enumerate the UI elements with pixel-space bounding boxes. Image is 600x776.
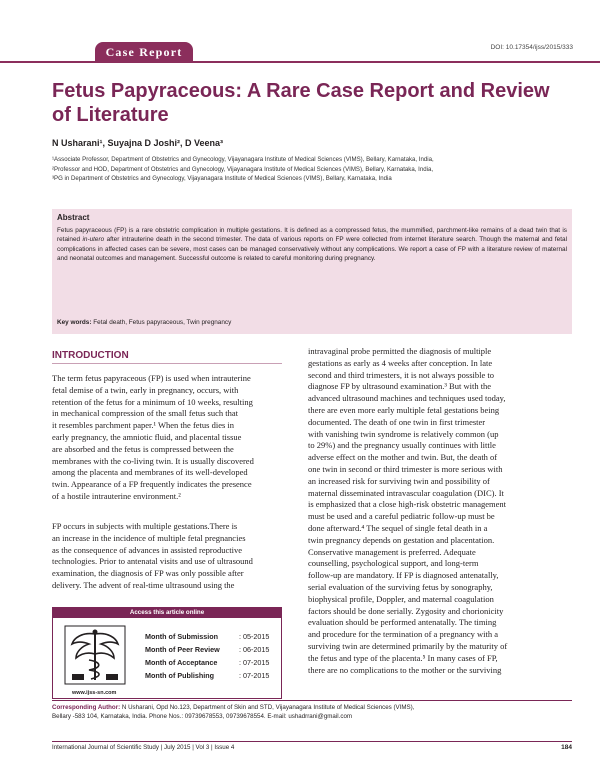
text-line: second and third trimesters, it is not always possible to bbox=[308, 369, 495, 380]
access-row-submission bbox=[145, 632, 269, 641]
access-row-label: Month of Publishing bbox=[145, 671, 215, 680]
text-line: maternal disseminated intravascular coagulation (DIC). It bbox=[308, 487, 504, 498]
access-row-peer-review bbox=[145, 645, 269, 654]
abstract-text-part-2: after intrauterine death in the second trimester. The data of various reports on FP were collected from internet literature search. Though the maternal and fetal complications in affected cases can be severe, most cases can be managed conservatively without any complications. We report a case of FP with a literature review of maternal and neonatal outcomes and management. Successful outcome is related to careful monitoring during pregnancy. bbox=[57, 236, 567, 263]
text-line: twin pregnancy depends on gestation and placentation. bbox=[308, 534, 495, 545]
keywords bbox=[57, 319, 231, 326]
text-line: early pregnancy, the amniotic fluid, and placental tissue bbox=[52, 431, 242, 442]
text-line: advanced ultrasound machines and techniques used today, bbox=[308, 393, 506, 404]
text-line: to 29%) and the pregnancy usually continues with little bbox=[308, 440, 496, 451]
text-line: retention of the fetus for a minimum of 10 weeks, resulting bbox=[52, 396, 253, 407]
text-line: evaluation should be performed antenatally. The timing bbox=[308, 617, 497, 628]
access-row-label: Month of Submission bbox=[145, 632, 219, 641]
correspondence-rule bbox=[52, 700, 572, 701]
text-line: in mechanical compression of the small fetus such that bbox=[52, 408, 239, 419]
intro-col1-paragraph-2 bbox=[52, 521, 284, 592]
text-line: must be used and a careful pediatric follow-up must be bbox=[308, 511, 495, 522]
text-line: biophysical profile, Doppler, and maternal coagulation bbox=[308, 593, 494, 604]
text-line: an increased risk for surviving twin and possibility of bbox=[308, 475, 490, 486]
text-line: and procedure for the termination of a pregnancy with a bbox=[308, 629, 498, 640]
keywords-text: Fetal death, Fetus papyraceous, Twin pregnancy bbox=[93, 319, 232, 326]
article-title: Fetus Papyraceous: A Rare Case Report and Review of Literature bbox=[52, 80, 550, 126]
introduction-rule bbox=[52, 363, 282, 364]
abstract-italic-term: in-utero bbox=[82, 236, 105, 244]
text-line: among the placenta and membranes of its well-developed bbox=[52, 467, 248, 478]
correspondence-line-2: Bellary -583 104, Karnataka, India. Phone Nos.: 09739678553, 09739678554. E-mail: ushadrrani@gmail.com bbox=[52, 713, 353, 720]
footer-rule bbox=[52, 741, 572, 742]
text-line: delivery. The advent of real-time ultrasound using the bbox=[52, 579, 235, 590]
text-line: gestations as early as 4 weeks after conception. In late bbox=[308, 357, 493, 368]
affiliation-3: ³PG in Department of Obstetrics and Gynecology, Vijayanagara Institute of Medical Sciences (VIMS), Bellary, Karnataka, India bbox=[52, 175, 392, 182]
introduction-heading: INTRODUCTION bbox=[52, 350, 129, 361]
authors: N Usharani¹, Suyajna D Joshi², D Veena³ bbox=[52, 138, 224, 148]
correspondence-text-1: N Usharani, Opd No.123, Department of Skin and STD, Vijayanagara Institute of Medical Sciences (VIMS), bbox=[120, 704, 415, 711]
text-line: technologies. Prior to antenatal visits and use of ultrasound bbox=[52, 556, 253, 567]
intro-col2 bbox=[308, 346, 572, 676]
text-line: one twin in second or third trimester is more serious with bbox=[308, 463, 503, 474]
text-line: adverse effect on the mother and twin. But, the death of bbox=[308, 452, 498, 463]
access-row-value: : 05-2015 bbox=[239, 632, 270, 641]
correspondence-line-1 bbox=[52, 703, 572, 712]
journal-url[interactable]: www.ijss-sn.com bbox=[72, 690, 117, 696]
text-line: an increase in the incidence of multiple fetal pregnancies bbox=[52, 532, 246, 543]
text-line: the fetus and type of the placenta.⁵ In many cases of FP, bbox=[308, 652, 498, 663]
abstract-text bbox=[57, 226, 567, 264]
access-row-value: : 06-2015 bbox=[239, 645, 270, 654]
text-line: The term fetus papyraceous (FP) is used when intrauterine bbox=[52, 373, 251, 383]
text-line: there are no complications to the mother or the surviving bbox=[308, 664, 502, 675]
text-line: counselling, psychological support, and long-term bbox=[308, 558, 479, 569]
journal-footer: International Journal of Scientific Study | July 2015 | Vol 3 | Issue 4 bbox=[52, 744, 235, 751]
text-line: there are even more early multiple fetal gestations being bbox=[308, 404, 500, 415]
access-row-value: : 07-2015 bbox=[239, 658, 270, 667]
text-line: examination, the diagnosis of FP was only possible after bbox=[52, 568, 244, 579]
affiliation-1: ¹Associate Professor, Department of Obstetrics and Gynecology, Vijayanagara Institute of Medical Sciences (VIMS), Bellary, Karnataka, India, bbox=[52, 156, 434, 163]
access-box-heading: Access this article online bbox=[52, 607, 282, 618]
access-row-acceptance bbox=[145, 658, 269, 667]
doi[interactable]: DOI: 10.17354/ijss/2015/333 bbox=[490, 44, 573, 51]
text-line: as the consequence of advances in assisted reproductive bbox=[52, 544, 242, 555]
text-line: Conservative management is preferred. Adequate bbox=[308, 546, 476, 557]
text-line: FP occurs in subjects with multiple gestations.There is bbox=[52, 521, 238, 531]
text-line: membranes with the co-living twin. It is usually discovered bbox=[52, 455, 254, 466]
correspondence bbox=[52, 703, 572, 721]
journal-logo-icon bbox=[62, 624, 128, 692]
correspondence-label: Corresponding Author: bbox=[52, 704, 121, 711]
access-row-label: Month of Acceptance bbox=[145, 658, 218, 667]
text-line: documented. The death of one twin in first trimester bbox=[308, 416, 486, 427]
access-row-publishing bbox=[145, 671, 269, 680]
affiliation-2: ²Professor and HOD, Department of Obstetrics and Gynecology, Vijayanagara Institute of Medical Sciences (VIMS), Bellary, Karnataka, India, bbox=[52, 165, 434, 173]
text-line: follow-up are mandatory. If FP is diagnosed antenatally, bbox=[308, 570, 499, 581]
abstract-text-part-1: Fetus papyraceous (FP) is a rare obstetric complication in multiple gestations. It is defined as a compressed fetus, the mummified, parchment-like remains of a dead twin that is retained bbox=[57, 227, 567, 244]
text-line: done afterward.⁴ The sequel of single fetal death in a bbox=[308, 522, 488, 533]
text-line: with vanishing twin syndrome is relatively common (up bbox=[308, 428, 499, 439]
text-line: diagnose FP by ultrasound examination.³ But with the bbox=[308, 381, 492, 392]
abstract-heading: Abstract bbox=[57, 213, 90, 222]
access-row-label: Month of Peer Review bbox=[145, 645, 220, 654]
text-line: of a hostile intrauterine environment.² bbox=[52, 490, 181, 501]
section-label: Case Report bbox=[95, 42, 193, 62]
text-line: it resembles parchment paper.¹ When the fetus dies in bbox=[52, 420, 235, 431]
text-line: intravaginal probe permitted the diagnosis of multiple bbox=[308, 346, 492, 356]
keywords-label: Key words: bbox=[57, 319, 92, 326]
text-line: twin. Appearance of a FP frequently indicates the presence bbox=[52, 479, 252, 490]
text-line: is emphasized that a close high-risk obstetric management bbox=[308, 499, 507, 510]
text-line: surviving twin are determined primarily by the maturity of bbox=[308, 640, 508, 651]
text-line: fetal demise of a twin, early in pregnancy, occurs, with bbox=[52, 384, 239, 395]
header-rule bbox=[0, 61, 600, 63]
text-line: factors should be done serially. Zygosity and chorionicity bbox=[308, 605, 504, 616]
text-line: serial evaluation of the surviving fetus by sonography, bbox=[308, 581, 493, 592]
intro-col1-paragraph-1 bbox=[52, 373, 284, 503]
access-row-value: : 07-2015 bbox=[239, 671, 270, 680]
text-line: are absorbed and the fetus is compressed between the bbox=[52, 443, 234, 454]
page-number: 184 bbox=[561, 744, 572, 751]
